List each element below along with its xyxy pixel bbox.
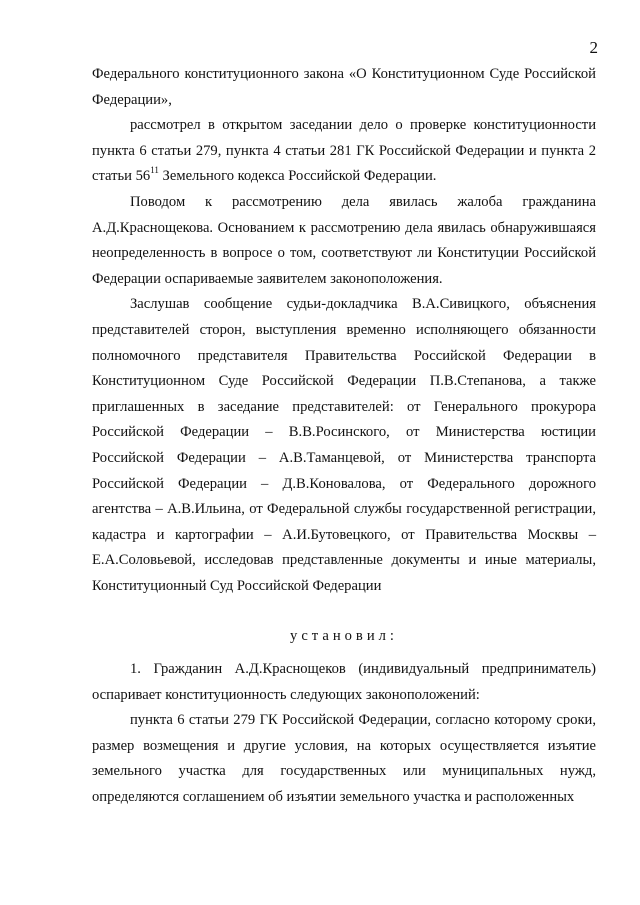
paragraph-case-considered-tail: Земельного кодекса Российской Федерации. (158, 168, 437, 185)
paragraph-law-reference: Федерального конституционного закона «О Конституционном Суде Российской Федерации», (92, 66, 596, 108)
paragraph-case-considered-text: рассмотрел в открытом заседании дело о проверке конституционности пункта 6 статьи 279, пункта 4 статьи 281 ГК Российской Федерации и пункта 2 статьи 56 (92, 117, 596, 185)
paragraph-grounds: Поводом к рассмотрению дела явилась жалоба гражданина А.Д.Краснощекова. Основанием к рассмотрению дела явилась обнаружившаяся неопределенность в вопросе о том, соответствуют ли Конституции Российской Федерации оспариваемые заявителем законоположения. (92, 193, 596, 287)
section-heading: установил: (290, 628, 398, 645)
paragraph-hearing: Заслушав сообщение судьи-докладчика В.А.Сивицкого, объяснения представителей сторон, выступления временно исполняющего обязанности полномочного представителя Правительства Российской Федерации в Конституционном Суде Российской Федерации П.В.Степанова, а также приглашенных в заседание представителей: от Генерального прокурора Российской Федерации – В.В.Росинского, от Министерства юстиции Российской Федерации – А.В.Таманцевой, от Министерства транспорта Российской Федерации – Д.В.Коновалова, от Федерального дорожного агентства – А.В.Ильина, от Федеральной службы государственной регистрации, кадастра и картографии – А.И.Бутовецкого, от Правительства Москвы – Е.А.Соловьевой, исследовав представленные документы и иные материалы, Конституционный Суд Российской Федерации (92, 296, 596, 594)
page-number: 2 (589, 38, 598, 57)
paragraph-article-279: пункта 6 статьи 279 ГК Российской Федерации, согласно которому сроки, размер возмещения и другие условия, на которых осуществляется изъятие земельного участка для государственных или муниципальных нужд, определяются соглашением об изъятии земельного участка и расположенных (92, 712, 596, 806)
document-body (92, 62, 596, 811)
paragraph-claim: 1. Гражданин А.Д.Краснощеков (индивидуальный предприниматель) оспаривает конституционность следующих законоположений: (92, 661, 596, 703)
paragraph-case-considered (92, 113, 596, 190)
article-superscript: 11 (150, 165, 159, 176)
